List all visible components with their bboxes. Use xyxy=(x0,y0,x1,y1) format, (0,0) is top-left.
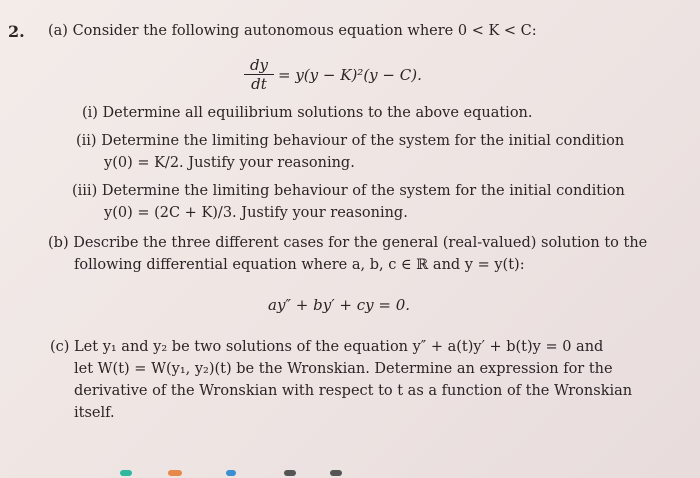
item-iii-line1: (iii) Determine the limiting behaviour of the system for the initial condition xyxy=(72,183,625,199)
decorative-mark xyxy=(226,470,236,476)
item-iii-line2: y(0) = (2C + K)/3. Justify your reasoning. xyxy=(104,205,408,221)
decorative-mark xyxy=(168,470,182,476)
fraction-numerator: dy xyxy=(244,56,274,75)
fraction-dy-dt xyxy=(244,56,274,93)
decorative-mark xyxy=(120,470,132,476)
item-ii-line1: (ii) Determine the limiting behaviour of the system for the initial condition xyxy=(76,133,625,149)
item-i: (i) Determine all equilibrium solutions to the above equation. xyxy=(82,105,533,121)
part-c-line4: itself. xyxy=(74,405,115,421)
part-a-equation-rhs: = y(y − K)²(y − C). xyxy=(278,66,422,84)
decorative-mark xyxy=(284,470,296,476)
part-c-line3: derivative of the Wronskian with respect to t as a function of the Wronskian xyxy=(74,383,633,399)
part-a-intro: (a) Consider the following autonomous equation where 0 < K < C: xyxy=(48,23,537,39)
part-b-line2: following differential equation where a, b, c ∈ ℝ and y = y(t): xyxy=(74,257,525,273)
question-number: 2. xyxy=(8,22,25,41)
fraction-denominator: dt xyxy=(251,75,267,93)
part-c-line2: let W(t) = W(y₁, y₂)(t) be the Wronskian. Determine an expression for the xyxy=(74,361,613,377)
part-b-equation: ay″ + by′ + cy = 0. xyxy=(268,296,411,314)
decorative-mark xyxy=(330,470,342,476)
part-c-line1: (c) Let y₁ and y₂ be two solutions of the equation y″ + a(t)y′ + b(t)y = 0 and xyxy=(50,339,604,355)
item-ii-line2: y(0) = K/2. Justify your reasoning. xyxy=(104,155,355,171)
part-b-line1: (b) Describe the three different cases for the general (real-valued) solution to the xyxy=(48,235,648,251)
